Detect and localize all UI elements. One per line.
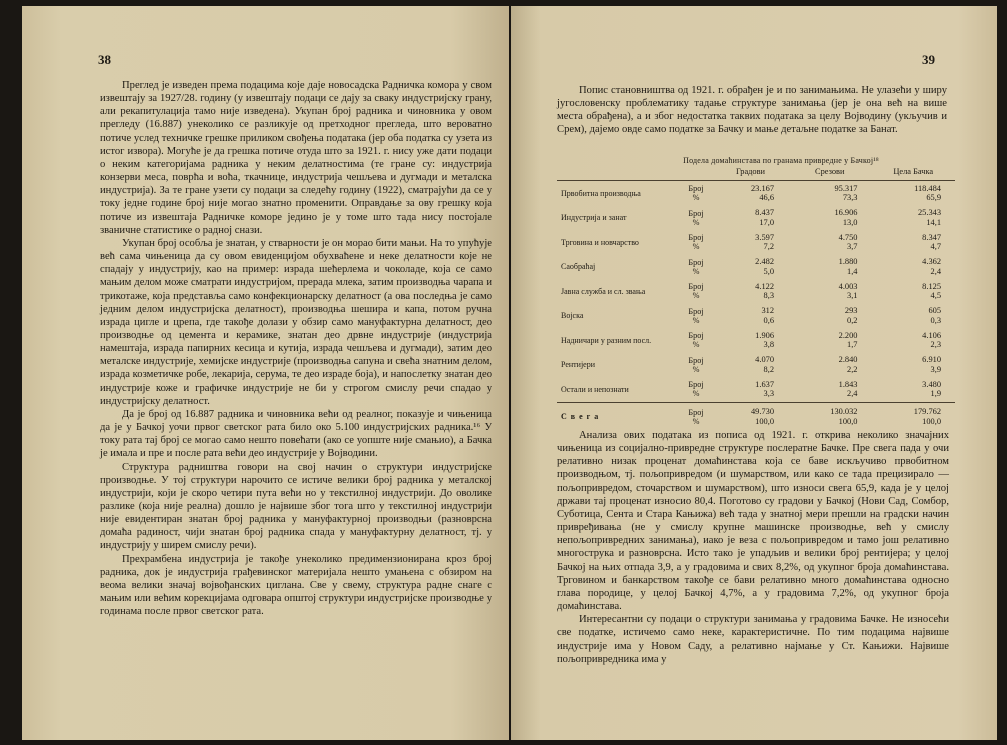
table-header: Градови [713,166,788,181]
unit-percent-label: % [692,217,700,227]
cell-count: 8.125 [922,281,941,291]
row-unit [679,402,713,431]
unit-percent-label: % [692,242,700,252]
row-category: Остали и непознати [561,384,629,394]
table-cell [713,279,788,304]
table-total-row [557,402,955,431]
row-category: Трговина и новчарство [561,237,639,247]
table-row [557,255,955,280]
paragraph: Попис становништва од 1921. г. обрађен је и по занимањима. Не улазећи у ширу југословенску проблематику тадање структуре занимања (јер је она већ на више места обрађена), а и због недостатка таквих података за целу Војводину (укључив и Срем), дајемо овде само податке за Бачку и мање детаљне податке за Банат. [557,85,947,136]
unit-percent-label: % [692,364,700,374]
cell-percent: 17,0 [759,217,774,227]
paragraph: Структура радништва говори на свој начин о структури индустријске производње. У тој структури нарочито се истиче велики број радника у металској индустрији, који је скоро четири пута већи но у текстилној индустрији. До оволике разлике (која није реална) дошло је највише због тога што у текстилној индустрији није евидентиран знатан број радника у мануфактурној производњи (разноврсна домаћа радиност, чији знатан број радника спада у мануфактурну делатност, тј. у индустрију у ширем смислу речи). [100,461,492,552]
table-row [557,328,955,353]
cell-count: 95.317 [834,183,858,193]
row-unit [679,304,713,329]
table-cell [871,328,955,353]
cell-count: 605 [928,306,941,316]
unit-count-label: Број [688,331,704,341]
table-cell [871,377,955,402]
row-category: Војска [561,311,584,321]
table-cell [788,328,871,353]
cell-percent: 8,3 [763,291,774,301]
table-cell [713,230,788,255]
unit-count-label: Број [688,257,704,267]
left-page-body [100,79,492,618]
table-cell [788,279,871,304]
unit-count-label: Број [688,233,704,243]
table-cell [788,353,871,378]
unit-percent-label: % [692,291,700,301]
row-category: Надничари у разним посл. [561,335,652,345]
cell-count: 312 [761,306,774,316]
table-row [557,206,955,231]
unit-percent-label: % [692,193,700,203]
page-number-left: 38 [98,52,111,67]
cell-percent: 3,3 [763,389,774,399]
table-cell [871,255,955,280]
cell-percent: 4,7 [930,242,941,252]
table-cell [788,181,871,206]
table-row [557,181,955,206]
paragraph: Интересантни су подаци о структури занимања у градовима Бачке. Не износећи све податке, истичемо само неке, карактеристичне. По тим подацима највише индустрије има у Новом Саду, а релативно најмање у Ст. Кањижи. Највише пољопривредника има у [557,614,949,665]
cell-count: 6.910 [922,355,941,365]
cell-percent: 1,9 [930,389,941,399]
cell-count: 4.750 [838,232,858,242]
cell-count: 2.840 [838,355,858,365]
row-category: Јавна служба и сл. звања [561,286,646,296]
cell-percent: 1,4 [847,266,858,276]
cell-percent: 3,8 [763,340,774,350]
cell-count: 4.003 [838,281,858,291]
cell-count: 23.167 [750,183,774,193]
table-cell [713,206,788,231]
cell-count: 4.362 [922,257,941,267]
cell-count: 8.437 [755,208,774,218]
cell-percent: 65,9 [926,193,941,203]
cell-percent: 2,4 [847,389,858,399]
row-unit [679,377,713,402]
cell-percent: 3,7 [847,242,858,252]
row-category: Првобитна производња [561,188,641,198]
table-cell [788,377,871,402]
unit-percent-label: % [692,416,700,426]
table-header: Цела Бачка [871,166,955,181]
unit-percent-label: % [692,315,700,325]
table-cell [713,353,788,378]
paragraph: Анализа ових података из пописа од 1921. г. открива неколико значајних чињеница из социјално-привредне структуре послератне Бачке. Пре свега пада у очи релативно низак проценат домаћинстава која се баве искључиво првобитном производњом, тј. пољопривредом (и шумарством, или како се тада прецизирало — пољопривредом, сточарством и шумарством), што износи свега 65,9, када је у целој држави тај проценат износио 80,4. Поготово су градови у Бачкој (Нови Сад, Сомбор, Суботица, Сента и Стара Кањижа) већ тада у знатној мери прешли на градски начин привређивања (не у смислу крупне машинске производње, већ у смислу непољопривредних занимања), иако је веза с пољопривредом и тамо још релативно многострука и разноврсна. Исто тако је упадљив и велики број рентијера; у целој Бачкој на њих отпада 3,9, а у градовима и свих 8,2%, од укупног броја домаћинстава. Трговином и банкарством такође се бави релативно много домаћинстава односно глава породице, у целој Бачкој 4,7%, а у градовима 7,2%, од укупног броја домаћинстава. [557,430,949,613]
cell-percent: 1,7 [847,340,858,350]
cell-percent: 2,4 [930,266,941,276]
table-cell [713,328,788,353]
cell-percent: 14,1 [926,217,941,227]
cell-percent: 2,3 [930,340,941,350]
table-header [679,166,713,181]
left-page [22,6,509,740]
cell-percent: 100,0 [755,416,774,426]
cell-count: 25.343 [917,208,941,218]
table-cell [871,402,955,431]
row-unit [679,328,713,353]
table-header [557,166,679,181]
cell-percent: 2,2 [847,364,858,374]
households-table [557,166,955,431]
unit-count-label: Број [688,355,704,365]
cell-count: 2.482 [755,257,774,267]
cell-count: 130.032 [830,407,858,416]
cell-count: 4.122 [755,281,774,291]
cell-count: 49.730 [750,407,774,416]
unit-count-label: Број [688,184,704,194]
cell-percent: 100,0 [922,416,941,426]
cell-count: 118.484 [914,183,941,193]
cell-percent: 13,0 [842,217,858,227]
paragraph: Преглед је изведен према подацима које даје новосадска Радничка комора у свом извештају за 1927/28. годину (у извештају подаци се дају за сваку индустријску грану, али рекапитулација тамо није изведена). Укупан број радника и чиновника у овом прегледу (16.887) унеколико се разликује од претходног прегледа, што вероватно потиче услед техничке грешке приликом свођења података (јер оба податка су узета из истог извора). Могуће је да грешка потиче отуда што за 1921. г. нису уже дати подаци о неким категоријама радника у неким делатностима (те гране су: индустрија конзерви меса, поврћа и воћа, ткачнице, индустрија чешљева и дугмади и металска индустрија). За те гране узети су подаци за следећу годину (1922), сматрајући да се у току једне године број није могао знатно променити. Оправдање за ову грешку која потиче из извештаја Радничке коморе једино је у томе што тада нису постојале званичне статистике о радној снази. [100,80,492,236]
cell-percent: 8,2 [763,364,774,374]
cell-count: 16.906 [834,208,858,218]
right-page-body [557,429,949,666]
row-category: Индустрија и занат [561,213,627,223]
table-row [557,353,955,378]
row-category: Саобраћај [561,262,596,272]
cell-count: 2.200 [838,330,858,340]
table-row [557,304,955,329]
unit-count-label: Број [688,407,704,417]
cell-count: 4.106 [922,330,941,340]
table-cell [788,206,871,231]
cell-count: 1.880 [838,257,858,267]
table-header: Срезови [788,166,871,181]
row-unit [679,353,713,378]
cell-percent: 0,3 [930,315,941,325]
cell-count: 1.843 [838,379,858,389]
table-cell [713,181,788,206]
row-category: Свега [557,402,679,431]
table-cell [713,377,788,402]
cell-percent: 0,2 [847,315,858,325]
unit-percent-label: % [692,266,700,276]
row-unit [679,181,713,206]
table-body [557,181,955,431]
cell-count: 1.906 [755,330,774,340]
cell-percent: 73,3 [842,193,858,203]
unit-count-label: Број [688,282,704,292]
cell-count: 179.762 [913,407,941,416]
cell-count: 1.637 [755,379,774,389]
table-cell [788,255,871,280]
cell-percent: 7,2 [763,242,774,252]
table-cell [713,402,788,431]
table-row [557,279,955,304]
row-unit [679,230,713,255]
cell-percent: 5,0 [763,266,774,276]
table-cell [788,304,871,329]
table-cell [871,230,955,255]
unit-percent-label: % [692,340,700,350]
cell-count: 293 [844,306,858,316]
table-header-row [557,166,955,181]
cell-count: 3.480 [922,379,941,389]
right-page [511,6,997,740]
table-cell [871,279,955,304]
row-unit [679,255,713,280]
cell-count: 3.597 [755,232,774,242]
cell-percent: 0,6 [763,315,774,325]
table-cell [871,353,955,378]
cell-percent: 3,1 [847,291,858,301]
unit-percent-label: % [692,389,700,399]
row-category: Рентијери [561,360,596,370]
row-unit [679,206,713,231]
cell-percent: 3,9 [930,364,941,374]
unit-count-label: Број [688,306,704,316]
table-cell [713,255,788,280]
right-page-intro [557,84,947,137]
table-caption: Подела домаћинстава по гранама привредне у Бачкој¹⁸ [683,156,879,165]
table-cell [871,304,955,329]
paragraph: Да је број од 16.887 радника и чиновника већи од реалног, показује и чињеница да је у Бачкој уочи првог светског рата било око 5.100 индустријских радника.¹⁶ У току рата тај број се могао само нешто повећати (ако се уопште није смањио), а Бачка је имала и пре и после рата већи део индустрије у Војводини. [100,408,492,460]
table-cell [788,402,871,431]
table-row [557,230,955,255]
unit-count-label: Број [688,380,704,390]
cell-percent: 46,6 [759,193,774,203]
unit-count-label: Број [688,208,704,218]
cell-percent: 4,5 [930,291,941,301]
table-cell [871,206,955,231]
table-cell [871,181,955,206]
table-row [557,377,955,402]
row-unit [679,279,713,304]
cell-percent: 100,0 [838,416,858,426]
page-number-right: 39 [922,52,935,67]
table-cell [713,304,788,329]
cell-count: 4.070 [755,355,774,365]
table-cell [788,230,871,255]
paragraph: Укупан број особља је знатан, у стварности је он морао бити мањи. На то упућује већ сама чињеница да су овом евиденцијом обухваћене и неке делатности које не спадају у индустрију, као на пример: израда шећерлема и чоколаде, која се само мањим делом може сматрати индустријом, прерада млека, затим производња чарапа и трикотаже, која представља само конфекционарску делатност (а ова последња је само једним делом индустријска делатност), производња шешира и капа, потом ручна израда цигле и црепа, где такође долази у обзир само мануфактурна делатност, део производње од цемента и керамике, знатан део дрвне индустрије (индустрија намештаја, израда папирних кесица и кутија, израда чешљева и дугмади), затим део металске индустрије, хемијске индустрије (производња сапуна и свећа знатним делом, израда козметичке робе, лекарија, серума, те део израде боја), и напослетку знатан део индустрије коже и графичке индустрије не би у строгом смислу речи спадао у индустријску делатност. [100,237,492,407]
cell-count: 8.347 [922,232,941,242]
paragraph: Прехрамбена индустрија је такође унеколико предимензионирана кроз број радника, док је индустрија грађевинског материјала нешто умањена с обзиром на веома велики значај војвођанских циглана. Све у свему, структура радне снаге с мањим или већим корекцијама одговара општој структури индустријске производње у годинама после првог светског рата. [100,553,492,618]
